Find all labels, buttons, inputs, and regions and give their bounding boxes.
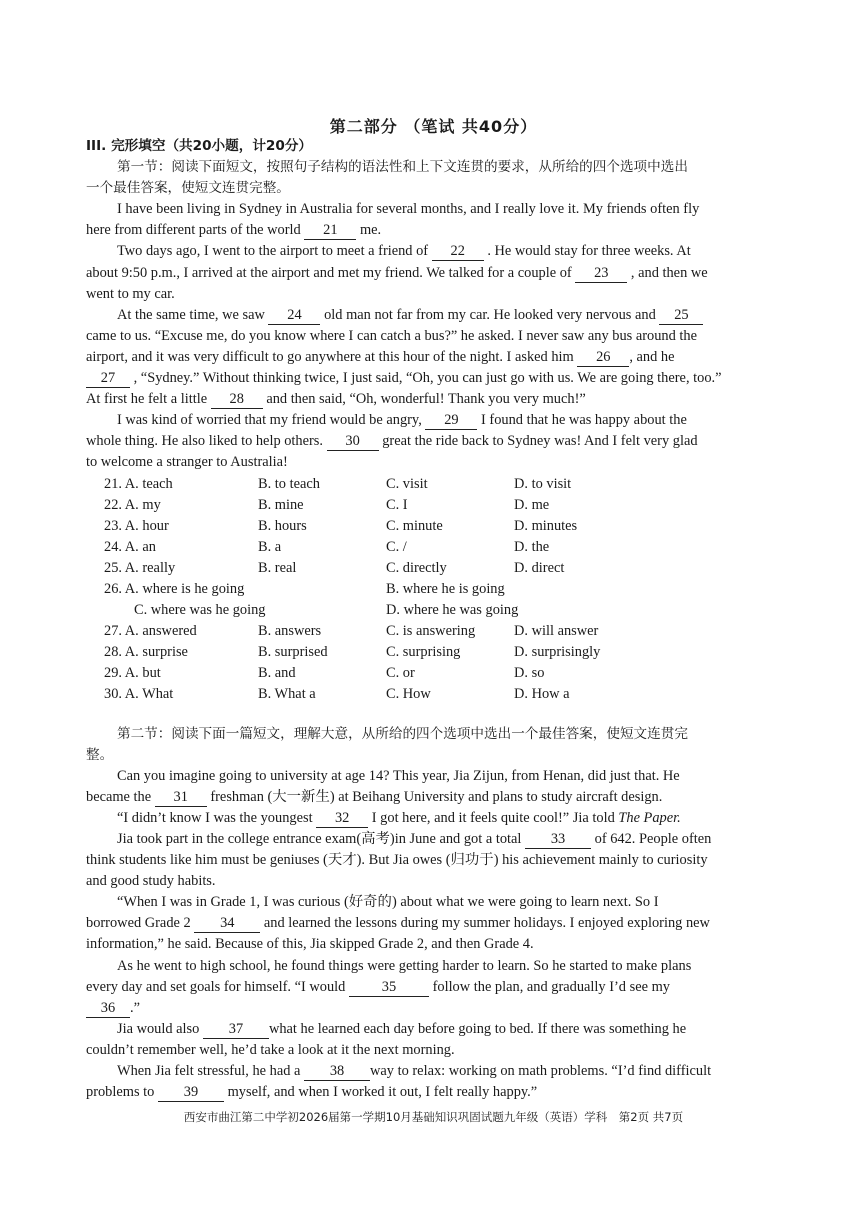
option-d[interactable]: D. me: [514, 496, 550, 513]
blank-33[interactable]: 33: [525, 831, 591, 849]
newspaper-name: The Paper.: [618, 809, 681, 826]
blank-38[interactable]: 38: [304, 1063, 370, 1081]
option-d[interactable]: D. so: [514, 665, 545, 682]
option-row-23: [86, 516, 800, 537]
option-row-27: [86, 621, 800, 642]
passage-line: As he went to high school, he found things were getting harder to learn. So he started to make plans: [117, 957, 692, 974]
option-c[interactable]: C. surprising: [386, 644, 461, 661]
option-c[interactable]: C. /: [386, 538, 407, 555]
text: borrowed Grade 2: [86, 915, 191, 932]
passage-line: [86, 787, 800, 808]
blank-35[interactable]: 35: [349, 979, 429, 997]
option-c[interactable]: C. visit: [386, 475, 428, 492]
option-b[interactable]: B. What a: [258, 686, 316, 703]
option-c[interactable]: C. How: [386, 686, 431, 703]
text: follow the plan, and gradually I’d see my: [432, 978, 670, 995]
text: became the: [86, 788, 152, 805]
text: I got here, and it feels quite cool!” Jia told: [371, 809, 615, 826]
text: I was kind of worried that my friend would be angry,: [117, 412, 422, 429]
text: me.: [359, 222, 382, 239]
option-a[interactable]: 24. A. an: [104, 538, 156, 555]
text: of 642. People often: [594, 831, 712, 847]
option-row-30: [86, 684, 800, 705]
blank-22[interactable]: 22: [432, 243, 484, 261]
option-b[interactable]: B. where he is going: [386, 580, 505, 597]
option-row-28: [86, 642, 800, 663]
option-a[interactable]: 28. A. surprise: [104, 644, 188, 661]
text: When Jia felt stressful, he had a: [117, 1063, 301, 1080]
passage-line: [86, 998, 800, 1019]
passage-line: [86, 410, 800, 431]
text: , and then we: [630, 264, 708, 281]
option-c[interactable]: C. directly: [386, 559, 447, 576]
option-c[interactable]: C. minute: [386, 517, 443, 534]
option-d[interactable]: D. surprisingly: [514, 644, 601, 661]
text: . He would stay for three weeks. At: [487, 243, 691, 260]
passage-line: “When I was in Grade 1, I was curious (好奇的) about what we were going to learn next. So I: [117, 894, 659, 911]
passage-line: [86, 263, 800, 284]
text: and learned the lessons during my summer holidays. I enjoyed exploring new: [263, 915, 710, 932]
option-c[interactable]: C. I: [386, 496, 408, 513]
passage-line: information,” he said. Because of this, Jia skipped Grade 2, and then Grade 4.: [86, 936, 534, 953]
text: .”: [130, 999, 140, 1016]
option-d[interactable]: D. minutes: [514, 517, 578, 534]
part2-instruction-1: 第二节：阅读下面一篇短文，理解大意，从所给的四个选项中选出一个最佳答案，使短文连贯完: [117, 725, 688, 742]
blank-28[interactable]: 28: [211, 391, 263, 409]
option-row-25: [86, 558, 800, 579]
section-heading: 第二部分 （笔试 共40分）: [329, 117, 538, 136]
option-c[interactable]: C. is answering: [386, 623, 476, 640]
option-row-26b: [86, 600, 800, 621]
option-c[interactable]: C. or: [386, 665, 415, 682]
text: problems to: [86, 1084, 155, 1101]
part1-instruction-2: 一个最佳答案，使短文连贯完整。: [86, 180, 290, 197]
option-b[interactable]: B. hours: [258, 517, 307, 534]
passage-line: think students like him must be geniuses (天才). But Jia owes (归功于) his achievement mainly to curiosity: [86, 852, 708, 869]
passage-line: [86, 977, 800, 998]
text: what he learned each day before going to bed. If there was something he: [268, 1020, 687, 1037]
option-row-29: [86, 663, 800, 684]
passage-line: couldn’t remember well, he’d take a look at it the next morning.: [86, 1041, 455, 1058]
option-a[interactable]: 29. A. but: [104, 665, 161, 682]
blank-37[interactable]: 37: [203, 1021, 269, 1039]
option-b[interactable]: B. real: [258, 559, 297, 576]
option-b[interactable]: B. a: [258, 538, 282, 555]
option-c[interactable]: C. where was he going: [134, 602, 266, 619]
text: , “Sydney.” Without thinking twice, I just said, “Oh, you can just go with us. We are going there, too.”: [133, 370, 722, 387]
blank-32[interactable]: 32: [316, 810, 368, 828]
passage-line: [86, 1082, 800, 1103]
passage-line: Can you imagine going to university at age 14? This year, Jia Zijun, from Henan, did just that. He: [117, 767, 680, 784]
passage-line: went to my car.: [86, 285, 175, 302]
passage-line: I have been living in Sydney in Australia for several months, and I really love it. My friends often fly: [117, 201, 700, 218]
option-d[interactable]: D. How a: [514, 686, 570, 703]
option-row-21: [86, 474, 800, 495]
option-a[interactable]: 25. A. really: [104, 559, 176, 576]
option-d[interactable]: D. will answer: [514, 623, 599, 640]
text: whole thing. He also liked to help others.: [86, 433, 324, 450]
text: Jia took part in the college entrance exam(高考)in June and got a total: [117, 831, 522, 847]
text: At first he felt a little: [86, 391, 208, 408]
exam-body: [86, 136, 800, 1103]
option-d[interactable]: D. the: [514, 538, 550, 555]
section-title: III. 完形填空（共20小题，计20分）: [86, 138, 313, 154]
option-row-26a: [86, 579, 800, 600]
option-a[interactable]: 26. A. where is he going: [104, 580, 245, 597]
text: here from different parts of the world: [86, 222, 301, 239]
text: Jia would also: [117, 1020, 200, 1037]
option-a[interactable]: 22. A. my: [104, 496, 161, 513]
passage-line: and good study habits.: [86, 873, 216, 890]
option-d[interactable]: D. where he was going: [386, 602, 519, 619]
part2-instruction-2: 整。: [86, 746, 114, 763]
blank-36[interactable]: 36: [86, 1000, 130, 1018]
text: great the ride back to Sydney was! And I felt very glad: [382, 433, 698, 450]
passage-line: [86, 1061, 800, 1082]
part1-instruction-1: 第一节：阅读下面短文，按照句子结构的语法性和上下文连贯的要求，从所给的四个选项中选出: [117, 159, 688, 176]
passage-line: to welcome a stranger to Australia!: [86, 454, 288, 471]
passage-line: came to us. “Excuse me, do you know where I can catch a bus?” he asked. I never saw any bus around the: [86, 327, 697, 344]
text: At the same time, we saw: [117, 306, 265, 323]
blank-25[interactable]: 25: [659, 307, 703, 325]
text: every day and set goals for himself. “I would: [86, 978, 346, 995]
text: myself, and when I worked it out, I felt really happy.”: [227, 1084, 538, 1101]
page-footer: 西安市曲江第二中学初2026届第一学期10月基础知识巩固试题九年级（英语）学科 第2页 共7页: [183, 1110, 684, 1124]
option-d[interactable]: D. to visit: [514, 475, 572, 492]
blank-30[interactable]: 30: [327, 433, 379, 451]
text: “I didn’t know I was the youngest: [117, 809, 313, 826]
blank-34[interactable]: 34: [194, 915, 260, 933]
text: I found that he was happy about the: [481, 412, 687, 429]
passage-line: [86, 913, 800, 934]
text: way to relax: working on math problems. “I’d find difficult: [370, 1063, 712, 1080]
text: about 9:50 p.m., I arrived at the airport and met my friend. We talked for a couple of: [86, 264, 572, 281]
passage-line: [86, 829, 800, 850]
passage-line: [86, 305, 800, 326]
passage-line: [86, 241, 800, 262]
option-b[interactable]: B. answers: [258, 623, 322, 640]
passage-line: [86, 368, 800, 389]
passage-line: [86, 1019, 800, 1040]
text: old man not far from my car. He looked very nervous and: [324, 306, 656, 323]
option-row-22: [86, 495, 800, 516]
option-b[interactable]: B. surprised: [258, 644, 328, 661]
passage-line: [86, 389, 800, 410]
text: Two days ago, I went to the airport to meet a friend of: [117, 243, 429, 260]
option-row-24: [86, 537, 800, 558]
text: freshman (大一新生) at Beihang University and plans to study aircraft design.: [210, 788, 663, 805]
blank-26[interactable]: 26: [577, 349, 629, 367]
passage-line: [86, 347, 800, 368]
option-b[interactable]: B. and: [258, 665, 296, 682]
passage-line: [86, 808, 800, 829]
passage-line: [86, 431, 800, 452]
option-a[interactable]: 30. A. What: [104, 686, 174, 703]
blank-24[interactable]: 24: [268, 307, 320, 325]
option-b[interactable]: B. to teach: [258, 475, 320, 492]
text: airport, and it was very difficult to go anywhere at this hour of the night. I asked him: [86, 348, 574, 365]
spacer: [86, 706, 800, 724]
text: , and he: [629, 348, 675, 365]
passage-line: [86, 220, 800, 241]
option-a[interactable]: 21. A. teach: [104, 475, 173, 492]
blank-21[interactable]: 21: [304, 222, 356, 240]
blank-31[interactable]: 31: [155, 789, 207, 807]
option-d[interactable]: D. direct: [514, 559, 565, 576]
option-b[interactable]: B. mine: [258, 496, 304, 513]
option-a[interactable]: 27. A. answered: [104, 623, 197, 640]
blank-23[interactable]: 23: [575, 265, 627, 283]
blank-39[interactable]: 39: [158, 1084, 224, 1102]
blank-27[interactable]: 27: [86, 370, 130, 388]
text: and then said, “Oh, wonderful! Thank you very much!”: [266, 391, 586, 408]
blank-29[interactable]: 29: [425, 412, 477, 430]
option-a[interactable]: 23. A. hour: [104, 517, 169, 534]
